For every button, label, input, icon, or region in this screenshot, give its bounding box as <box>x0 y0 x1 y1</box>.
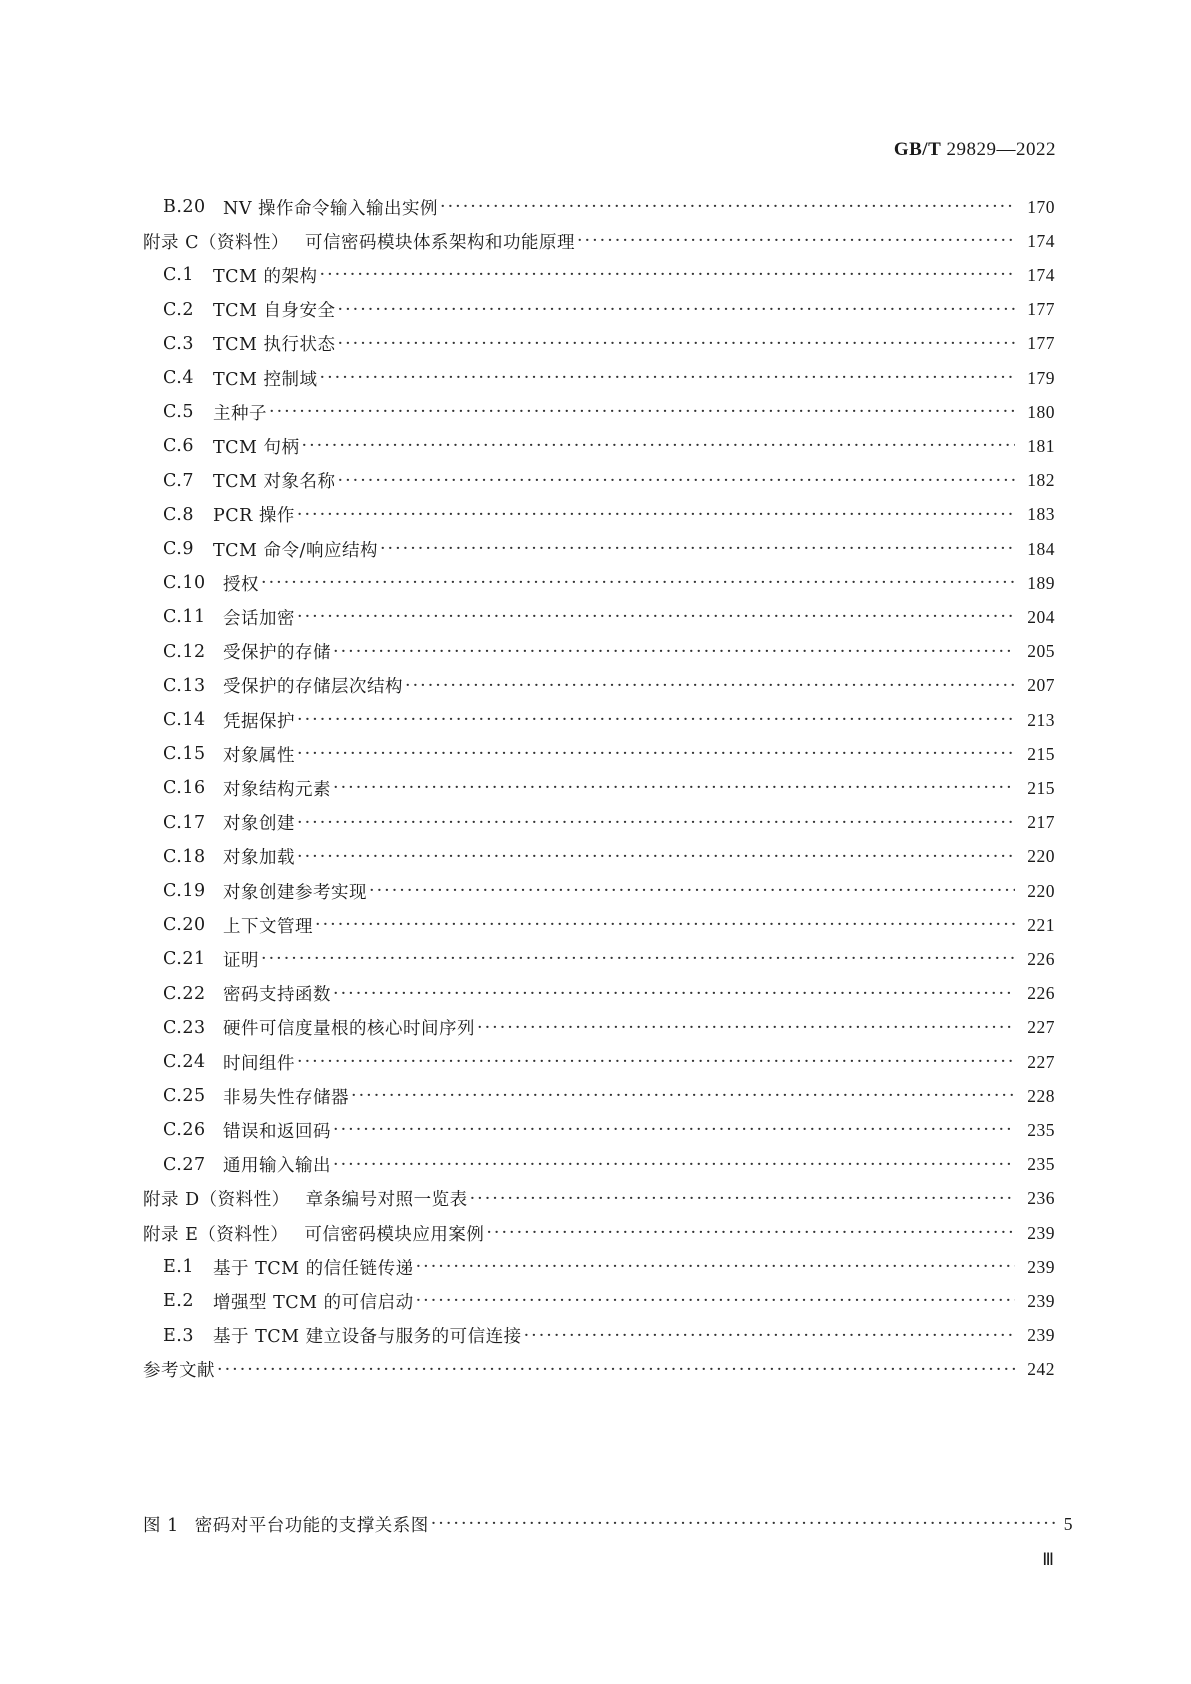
toc-entry-page: 213 <box>1027 709 1055 730</box>
toc-entry-page: 227 <box>1027 1017 1055 1038</box>
toc-entry-number: C.24 <box>163 1052 206 1072</box>
toc-subsection-entry[interactable] <box>143 1286 1055 1316</box>
toc-entry-page: 189 <box>1027 572 1055 593</box>
toc-entry-title: 对象创建参考实现 <box>223 882 367 903</box>
toc-entry-page: 239 <box>1027 1325 1055 1346</box>
toc-entry-number: C.1 <box>163 265 194 286</box>
toc-dot-leader <box>338 299 1015 321</box>
toc-entry-title: 对象加载 <box>223 848 295 869</box>
toc-dot-leader <box>320 367 1015 389</box>
toc-entry-page: 174 <box>1027 264 1055 285</box>
toc-entry-title: NV 操作命令输入输出实例 <box>223 198 439 219</box>
toc-subsection-entry[interactable] <box>143 466 1055 496</box>
toc-entry-number: C.17 <box>163 812 206 833</box>
toc-entry-number: C.10 <box>163 573 206 594</box>
toc-dot-leader <box>380 538 1015 560</box>
toc-subsection-entry[interactable] <box>143 260 1055 290</box>
toc-dot-leader <box>338 333 1015 355</box>
toc-dot-leader <box>320 264 1015 286</box>
standard-code: GB/T <box>893 139 942 160</box>
toc-entry-title: 对象创建 <box>223 814 295 835</box>
toc-dot-leader <box>333 777 1015 799</box>
toc-entry-title: 硬件可信度量根的核心时间序列 <box>223 1019 475 1040</box>
toc-entry-title: 章条编号对照一览表 <box>305 1190 468 1211</box>
toc-dot-leader <box>302 435 1015 457</box>
toc-entry-page: 177 <box>1027 333 1055 354</box>
toc-dot-leader <box>315 914 1015 936</box>
toc-entry-page: 179 <box>1027 367 1055 388</box>
toc-entry-page: 226 <box>1027 983 1055 1004</box>
figure-list-entry[interactable] <box>143 1509 1073 1539</box>
toc-entry-number: C.9 <box>163 539 194 559</box>
toc-subsection-entry[interactable] <box>143 910 1055 940</box>
toc-entry-title: TCM 的架构 <box>213 266 318 287</box>
toc-subsection-entry[interactable] <box>143 1321 1055 1351</box>
toc-entry-title: 主种子 <box>213 403 267 424</box>
toc-entry-page: 239 <box>1027 1256 1055 1277</box>
toc-entry-title: 受保护的存储层次结构 <box>223 677 403 698</box>
toc-entry-title: 凭据保护 <box>223 711 295 732</box>
toc-section-entry[interactable] <box>143 226 1055 256</box>
toc-entry-number: C.25 <box>163 1086 206 1107</box>
toc-entry-page: 235 <box>1027 1119 1055 1140</box>
toc-entry-title: 密码支持函数 <box>223 985 331 1006</box>
toc-dot-leader <box>369 880 1015 902</box>
toc-entry-number: C.12 <box>163 641 206 662</box>
toc-entry-number: C.21 <box>163 949 206 970</box>
toc-entry-title: 可信密码模块应用案例 <box>304 1224 485 1245</box>
toc-subsection-entry[interactable] <box>143 671 1055 701</box>
toc-entry-number: C.26 <box>163 1120 206 1141</box>
toc-subsection-entry[interactable] <box>143 773 1055 803</box>
toc-entry-page: 184 <box>1027 538 1055 559</box>
toc-entry-page: 215 <box>1027 777 1055 798</box>
toc-entry-page: 174 <box>1027 230 1055 251</box>
toc-entry-title: 受保护的存储 <box>223 643 331 664</box>
toc-dot-leader <box>338 470 1015 492</box>
toc-dot-leader <box>297 1051 1015 1073</box>
toc-entry-title: 对象结构元素 <box>223 779 331 800</box>
toc-entry-title: 会话加密 <box>223 608 295 629</box>
toc-entry-number: C.13 <box>163 675 206 696</box>
toc-dot-leader <box>440 196 1015 218</box>
toc-subsection-entry[interactable] <box>143 500 1055 530</box>
toc-subsection-entry[interactable] <box>143 1013 1055 1043</box>
toc-entry-number: B.20 <box>163 197 206 217</box>
toc-subsection-entry[interactable] <box>143 397 1055 427</box>
toc-entry-page: 236 <box>1027 1188 1055 1209</box>
toc-dot-leader <box>405 675 1015 697</box>
toc-entry-title: 授权 <box>223 574 259 595</box>
toc-entry-page: 215 <box>1027 743 1055 764</box>
toc-entry-page: 182 <box>1027 470 1055 491</box>
toc-section-entry[interactable] <box>143 1218 1055 1248</box>
toc-subsection-entry[interactable] <box>143 329 1055 359</box>
toc-entry-page: 239 <box>1027 1290 1055 1311</box>
toc-entry-number: C.2 <box>163 299 194 320</box>
toc-dot-leader <box>217 1359 1015 1381</box>
page-number: Ⅲ <box>1042 1550 1054 1569</box>
toc-entry-number: C.20 <box>163 915 206 936</box>
toc-entry-page: 228 <box>1027 1085 1055 1106</box>
toc-entry-title: 通用输入输出 <box>223 1156 331 1177</box>
toc-entry-page: 205 <box>1027 641 1055 662</box>
toc-subsection-entry[interactable] <box>143 1150 1055 1180</box>
toc-entry-number: C.18 <box>163 846 206 867</box>
standard-number: 29829—2022 <box>946 139 1056 160</box>
toc-entry-page: 204 <box>1027 606 1055 627</box>
toc-entry-title: 基于 TCM 的信任链传递 <box>213 1258 414 1279</box>
toc-entry-page: 180 <box>1027 401 1055 422</box>
toc-dot-leader <box>297 504 1015 526</box>
toc-entry-page: 239 <box>1027 1222 1055 1243</box>
toc-subsection-entry[interactable] <box>143 534 1055 564</box>
toc-entry-page: 226 <box>1027 948 1055 969</box>
toc-dot-leader <box>416 1256 1015 1278</box>
toc-entry-page: 181 <box>1027 435 1055 456</box>
toc-dot-leader <box>297 846 1015 868</box>
toc-entry-title: 基于 TCM 建立设备与服务的可信连接 <box>213 1327 522 1348</box>
toc-entry-number: C.3 <box>163 333 194 354</box>
toc-dot-leader <box>351 1085 1015 1107</box>
toc-dot-leader <box>477 1017 1015 1039</box>
toc-dot-leader <box>416 1290 1015 1312</box>
toc-entry-number: C.23 <box>163 1017 206 1038</box>
toc-entry-page: 183 <box>1027 504 1055 525</box>
toc-entry-title: PCR 操作 <box>213 506 295 527</box>
toc-section-entry[interactable] <box>143 1184 1055 1214</box>
toc-subsection-entry[interactable] <box>143 602 1055 632</box>
toc-dot-leader <box>261 948 1015 970</box>
toc-entry-title: 错误和返回码 <box>223 1121 331 1142</box>
toc-entry-title: TCM 命令/响应结构 <box>213 540 378 561</box>
toc-dot-leader <box>297 743 1015 765</box>
toc-entry-title: TCM 自身安全 <box>213 301 336 322</box>
toc-entry-number: 附录 C（资料性） <box>143 232 289 253</box>
toc-entry-number: C.4 <box>163 368 194 388</box>
toc-entry-title: TCM 句柄 <box>213 437 300 458</box>
toc-entry-title: 可信密码模块体系架构和功能原理 <box>304 232 575 253</box>
toc-entry-title: 非易失性存储器 <box>223 1087 349 1108</box>
toc-entry-title: 时间组件 <box>223 1053 295 1074</box>
toc-subsection-entry[interactable] <box>143 979 1055 1009</box>
toc-subsection-entry[interactable] <box>143 1115 1055 1145</box>
toc-dot-leader <box>524 1325 1015 1347</box>
toc-subsection-entry[interactable] <box>143 1047 1055 1077</box>
toc-entry-page: 220 <box>1027 880 1055 901</box>
toc-entry-page: 177 <box>1027 299 1055 320</box>
toc-subsection-entry[interactable] <box>143 295 1055 325</box>
toc-entry-number: C.8 <box>163 504 194 525</box>
toc-entry-number: C.5 <box>163 402 194 423</box>
toc-dot-leader <box>261 572 1015 594</box>
toc-entry-page: 227 <box>1027 1051 1055 1072</box>
toc-entry-number: C.14 <box>163 710 206 730</box>
toc-entry-number: E.2 <box>163 1291 194 1312</box>
toc-subsection-entry[interactable] <box>143 192 1055 222</box>
toc-entry-number: C.6 <box>163 436 194 457</box>
figure-dot-leader <box>431 1513 1055 1535</box>
figure-title: 密码对平台功能的支撑关系图 <box>194 1515 429 1536</box>
toc-entry-number: C.16 <box>163 778 206 799</box>
toc-entry-page: 220 <box>1027 846 1055 867</box>
toc-subsection-entry[interactable] <box>143 637 1055 667</box>
toc-subsection-entry[interactable] <box>143 431 1055 461</box>
toc-dot-leader <box>577 230 1015 252</box>
toc-subsection-entry[interactable] <box>143 1081 1055 1111</box>
toc-dot-leader <box>333 641 1015 663</box>
toc-entry-page: 207 <box>1027 675 1055 696</box>
toc-entry-number: 附录 D（资料性） <box>143 1190 290 1211</box>
toc-subsection-entry[interactable] <box>143 568 1055 598</box>
toc-dot-leader <box>470 1188 1015 1210</box>
toc-entry-number: C.7 <box>163 470 194 491</box>
toc-entry-number: C.22 <box>163 983 206 1004</box>
toc-entry-number: E.3 <box>163 1325 194 1346</box>
toc-subsection-entry[interactable] <box>143 876 1055 906</box>
toc-subsection-entry[interactable] <box>143 1252 1055 1282</box>
toc-entry-title: TCM 对象名称 <box>213 472 336 493</box>
toc-entry-number: E.1 <box>163 1257 194 1278</box>
toc-entry-title: 上下文管理 <box>223 916 313 937</box>
toc-subsection-entry[interactable] <box>143 944 1055 974</box>
toc-entry-page: 235 <box>1027 1154 1055 1175</box>
toc-entry-title: 证明 <box>223 950 259 971</box>
toc-subsection-entry[interactable] <box>143 739 1055 769</box>
toc-entry-number: C.11 <box>163 607 206 628</box>
toc-entry-title: TCM 控制域 <box>213 369 318 390</box>
toc-dot-leader <box>333 983 1015 1005</box>
toc-dot-leader <box>333 1119 1015 1141</box>
toc-dot-leader <box>297 606 1015 628</box>
toc-entry-number: C.19 <box>163 881 206 901</box>
toc-entry-number: C.27 <box>163 1154 206 1175</box>
toc-entry-title: 参考文献 <box>143 1361 215 1382</box>
toc-entry-title: 增强型 TCM 的可信启动 <box>213 1292 414 1313</box>
toc-entry-page: 217 <box>1027 812 1055 833</box>
toc-dot-leader <box>486 1222 1015 1244</box>
toc-subsection-entry[interactable] <box>143 705 1055 735</box>
toc-entry-number: 附录 E（资料性） <box>143 1224 289 1245</box>
toc-entry-page: 170 <box>1027 196 1055 217</box>
toc-entry-title: TCM 执行状态 <box>213 335 336 356</box>
toc-dot-leader <box>333 1154 1015 1176</box>
toc-dot-leader <box>269 401 1015 423</box>
standard-header <box>894 139 1056 161</box>
toc-subsection-entry[interactable] <box>143 363 1055 393</box>
toc-section-entry[interactable] <box>143 1355 1055 1385</box>
toc-dot-leader <box>297 709 1015 731</box>
toc-subsection-entry[interactable] <box>143 842 1055 872</box>
toc-entry-page: 221 <box>1027 914 1055 935</box>
toc-entry-title: 对象属性 <box>223 745 295 766</box>
toc-subsection-entry[interactable] <box>143 808 1055 838</box>
toc-entry-page: 242 <box>1027 1359 1055 1380</box>
toc-entry-number: C.15 <box>163 744 206 765</box>
figure-page: 5 <box>1063 1513 1073 1534</box>
figure-number: 图 1 <box>143 1515 179 1536</box>
toc-dot-leader <box>297 812 1015 834</box>
